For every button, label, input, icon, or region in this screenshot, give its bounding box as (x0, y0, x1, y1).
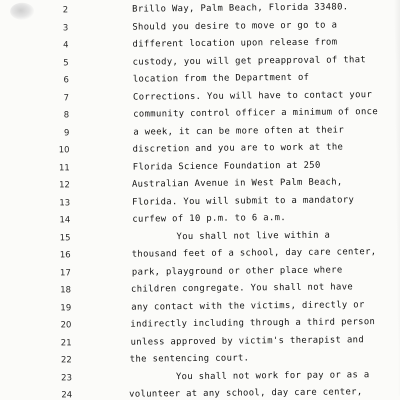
line-text: Australian Avenue in West Palm Beach, (131, 177, 343, 190)
line-number: 5 (63, 58, 69, 69)
line-text: volunteer at any school, day care center, (129, 387, 363, 400)
punch-hole-mark (10, 3, 34, 20)
line-text: community control officer a minimum of once (133, 107, 379, 120)
line-text: Brillo Way, Palm Beach, Florida 33480. (132, 2, 349, 15)
line-number: 22 (60, 355, 72, 366)
line-text: You shall not work for pay or as a (175, 370, 370, 383)
line-text: indirectly including through a third person (130, 317, 376, 330)
line-text: children congregate. You shall not have (130, 282, 354, 295)
line-number: 19 (60, 303, 72, 314)
scan-shadow (394, 0, 400, 396)
line-number: 9 (63, 128, 70, 139)
line-number: 23 (61, 373, 73, 384)
line-text: park, playground or other place where (131, 265, 343, 278)
line-text: Should you desire to move or go to a (132, 20, 338, 33)
line-text: a week, it can be more often at their (133, 125, 345, 138)
line-number: 24 (61, 390, 73, 400)
line-number: 18 (60, 285, 72, 296)
line-number: 13 (59, 198, 71, 209)
line-number: 12 (59, 180, 70, 191)
line-number: 7 (63, 93, 70, 104)
line-text: unless approved by victim's therapist and (130, 335, 365, 348)
line-text: discretion and you are to work at the (132, 142, 344, 155)
line-number: 16 (59, 250, 71, 261)
line-text: Florida. You will submit to a mandatory (132, 195, 355, 208)
line-number: 10 (58, 145, 70, 156)
line-text: thousand feet of a school, day care center, (131, 247, 377, 260)
line-text: curfew of 10 p.m. to 6 a.m. (132, 213, 287, 225)
line-number: 6 (63, 75, 69, 86)
line-number: 14 (59, 215, 71, 226)
line-number: 21 (60, 338, 72, 349)
line-text: You shall not live within a (176, 230, 331, 243)
line-number: 2 (62, 5, 69, 16)
line-text: the sentencing court. (129, 353, 250, 365)
line-number: 4 (63, 40, 69, 51)
line-number: 20 (60, 320, 72, 331)
line-number: 17 (59, 268, 71, 279)
line-text: Florida Science Foundation at 250 (132, 160, 321, 173)
line-number: 11 (58, 163, 70, 174)
line-text: Corrections. You will have to contact your (132, 90, 373, 103)
line-text: different location upon release from (132, 37, 338, 50)
line-number: 15 (59, 233, 71, 244)
line-number: 3 (62, 23, 69, 34)
line-text: custody, you will get preapproval of that (132, 55, 367, 68)
line-text: location from the Department of (132, 72, 310, 85)
line-number: 8 (63, 110, 70, 121)
line-text: any contact with the victims, directly or (131, 300, 365, 313)
